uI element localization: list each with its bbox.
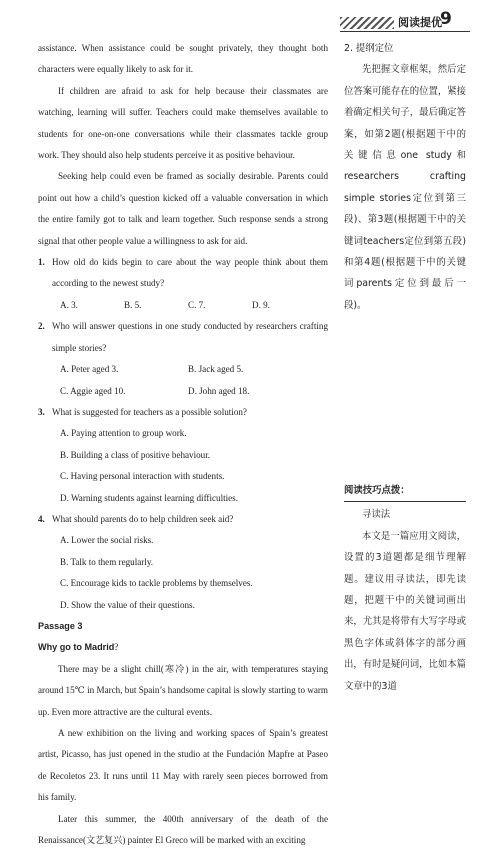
- question-text: What should parents do to help children seek aid?: [52, 513, 234, 524]
- passage-title-text: Why go to Madrid: [38, 642, 115, 653]
- option: B. Jack aged 5.: [188, 364, 244, 375]
- header-rule: [340, 31, 470, 32]
- question-4: [38, 509, 328, 530]
- paragraph: Seeking help could even be framed as socially desirable. Parents could point out how a child’s question kicked off a valuable conversation in which the entire family got to talk and learn together. Such response sends a strong signal that other people value a willingness to ask for aid.: [38, 171, 328, 246]
- tips-title: 阅读技巧点拨：: [344, 480, 466, 502]
- tips-subheading: 寻读法: [362, 509, 391, 521]
- sidebar-note-top: [344, 38, 466, 316]
- option: B. Talk to them regularly.: [60, 556, 154, 567]
- question-1: [38, 252, 328, 295]
- question-number: 3.: [38, 406, 45, 417]
- option: D. 9.: [252, 299, 270, 310]
- passage-title-mark: ?: [114, 642, 119, 653]
- option: C. Aggie aged 10.: [60, 385, 126, 396]
- header-stripe-decoration: [340, 17, 394, 29]
- passage-paragraph: A new exhibition on the living and working spaces of Spain’s greatest artist, Picasso, has just opened in the studio at the Fundación Mapfre at Paseo de Recoletos 23. It runs until 11 May with rarely seen pieces borrowed from his family.: [38, 728, 328, 803]
- paragraph: assistance. When assistance could be sought privately, they thought both characters were equally likely to ask for it.: [38, 43, 328, 75]
- question-text: How old do kids begin to care about the way people think about them according to the newest study?: [52, 257, 328, 289]
- passage-label: Passage 3: [38, 620, 83, 631]
- question-2: [38, 316, 328, 359]
- sidebar-note-bottom: [344, 480, 466, 697]
- question-number: 2.: [38, 321, 45, 332]
- option: C. Encourage kids to tackle problems by themselves.: [60, 578, 253, 589]
- main-column: [38, 38, 328, 851]
- option: C. 7.: [188, 299, 206, 310]
- passage-paragraph: Later this summer, the 400th anniversary of the death of the Renaissance(文艺复兴) painter El Greco will be marked with an exciting: [38, 813, 328, 846]
- option: A. Peter aged 3.: [60, 364, 119, 375]
- option: D. Warning students against learning difficulties.: [60, 492, 238, 503]
- option: A. Paying attention to group work.: [60, 428, 187, 439]
- question-text: Who will answer questions in one study conducted by researchers crafting simple stories?: [52, 321, 328, 353]
- passage-title: [38, 637, 328, 658]
- option: D. Show the value of their questions.: [60, 599, 195, 610]
- passage-paragraph: There may be a slight chill(寒冷) in the air, with temperatures staying around 15℃ in March, but Spain’s handsome capital is slowly starting to warm up. Even more attractive are the cultural events.: [38, 663, 328, 717]
- page-number: 9: [440, 9, 452, 29]
- page-header: [0, 0, 480, 34]
- paragraph: If children are afraid to ask for help because their classmates are watching, learning will suffer. Teachers could make themselves available to students for one-on-one conversations while their classmates tackle group work. They should also help students perceive it as positive behaviour.: [38, 85, 328, 161]
- option: B. Building a class of positive behaviour.: [60, 449, 211, 460]
- question-text: What is suggested for teachers as a possible solution?: [52, 406, 247, 417]
- tips-body: 本文是一篇应用文阅读，设置的3道题都是细节理解题。建议用寻读法，即先读题，把题干中的关键词画出来，尤其是将带有大写字母或黑色字体或斜体字的部分画出，有时是疑问词，比如本篇文章中的3道: [344, 530, 466, 692]
- sidebar-heading: 2. 提纲定位: [344, 43, 394, 54]
- option: C. Having personal interaction with students.: [60, 471, 225, 482]
- question-2-options-row: [38, 359, 328, 380]
- option: B. 5.: [124, 299, 142, 310]
- sidebar-body: 先把握文章框架，然后定位答案可能存在的位置，紧接着确定相关句子，最后确定答案，如第2题(根据题干中的关键信息one study和researchers crafting simple stories定位到第三段)、第3题(根据题干中的关键词teachers定位到第五段)和第4题(根据题干中的关键词parents定位到最后一段)。: [344, 64, 466, 311]
- question-1-options: [38, 295, 328, 316]
- option: A. Lower the social risks.: [60, 535, 154, 546]
- question-2-options-row: [38, 381, 328, 402]
- question-3: [38, 402, 328, 423]
- question-number: 4.: [38, 513, 45, 524]
- question-number: 1.: [38, 257, 45, 268]
- option: D. John aged 18.: [188, 385, 250, 396]
- header-title: 阅读提优: [398, 16, 442, 29]
- option: A. 3.: [60, 299, 78, 310]
